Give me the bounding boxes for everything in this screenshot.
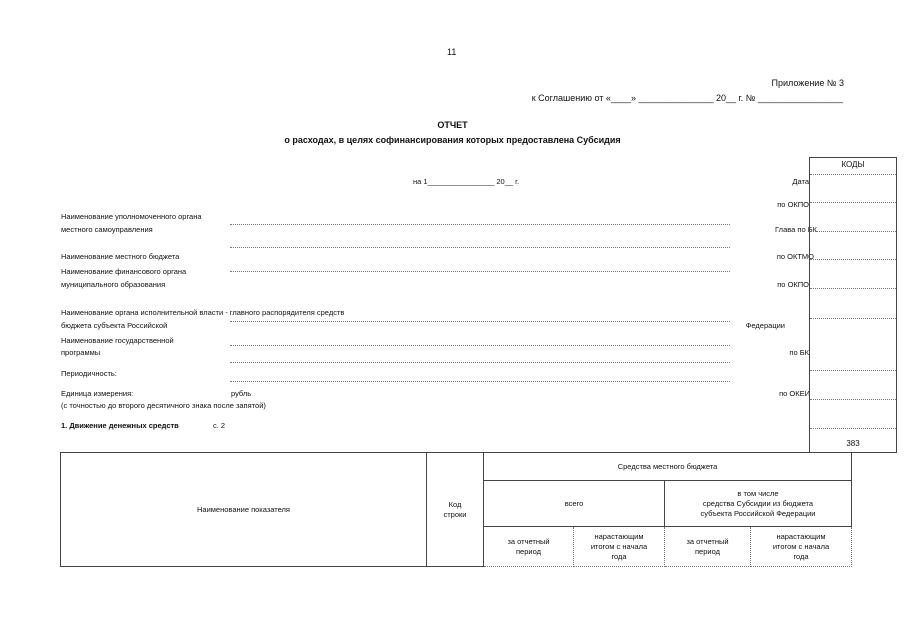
header-subsidy-period: за отчетный период — [665, 527, 751, 567]
cash-flow-table — [60, 452, 852, 567]
auth-org-label-2: местного самоуправления — [61, 225, 153, 234]
periodicity-label: Периодичность: — [61, 369, 117, 378]
program-field — [230, 345, 730, 346]
code-cell-po-bk — [810, 370, 896, 371]
code-cell-okpo-2 — [810, 288, 896, 289]
header-row-code: Код строки — [427, 453, 484, 567]
fin-org-label-2: муниципального образования — [61, 280, 166, 289]
exec-org-field — [230, 321, 730, 322]
unit-note: (с точностью до второго десятичного знака после запятой) — [61, 401, 266, 410]
program-label-2: программы — [61, 348, 101, 357]
section-page-ref: с. 2 — [213, 421, 226, 430]
section-title: 1. Движение денежных средств — [61, 421, 179, 430]
appendix-title: Приложение № 3 — [771, 78, 844, 88]
fin-org-label-1: Наименование финансового органа — [61, 267, 187, 276]
fin-org-field — [230, 271, 730, 272]
header-total: всего — [484, 481, 665, 527]
header-local-budget: Средства местного бюджета — [484, 453, 852, 481]
unit-value: рубль — [231, 389, 252, 398]
glava-bk-label: Глава по БК — [775, 225, 817, 234]
code-cell-oktmo — [810, 259, 896, 260]
okpo-label-1: по ОКПО — [777, 200, 809, 209]
code-cell-federation — [810, 318, 896, 319]
periodicity-field — [230, 381, 730, 382]
unit-label: Единица измерения: — [61, 389, 134, 398]
program-field-2 — [230, 362, 730, 363]
exec-org-label-1: Наименование органа исполнительной власти - главного распорядителя средств — [61, 308, 345, 317]
header-total-period: за отчетный период — [484, 527, 574, 567]
okpo-label-2: по ОКПО — [777, 280, 809, 289]
header-total-cumulative: нарастающим итогом с начала года — [574, 527, 665, 567]
exec-org-label-2: бюджета субъекта Российской — [61, 321, 168, 330]
po-bk-label: по БК — [789, 348, 809, 357]
federation-label: Федерации — [745, 321, 785, 330]
report-title: ОТЧЕТ — [437, 120, 468, 130]
code-cell-okei — [810, 399, 896, 400]
date-label: Дата — [792, 177, 809, 186]
local-budget-label: Наименование местного бюджета — [61, 252, 180, 261]
report-date-line: на 1________________ 20__ г. — [413, 177, 520, 186]
code-cell-extra — [810, 428, 896, 429]
code-cell-date — [810, 174, 896, 175]
codes-header: КОДЫ — [841, 160, 865, 169]
auth-org-field — [230, 224, 730, 225]
header-including: в том числе средства Субсидии из бюджета субъекта Российской Федерации — [665, 481, 852, 527]
codes-column — [809, 157, 897, 453]
report-subtitle: о расходах, в целях софинансирования которых предоставлена Субсидия — [284, 135, 621, 145]
auth-org-field-2 — [230, 247, 730, 248]
code-cell-okpo — [810, 202, 896, 203]
okei-label: по ОКЕИ — [779, 389, 810, 398]
okei-code-value: 383 — [846, 439, 860, 448]
header-indicator: Наименование показателя — [61, 453, 427, 567]
oktmo-label: по ОКТМО — [776, 252, 814, 261]
program-label-1: Наименование государственной — [61, 336, 174, 345]
auth-org-label-1: Наименование уполномоченного органа — [61, 212, 202, 221]
agreement-line: к Соглашению от «____» _______________ 20__ г. № _________________ — [531, 93, 843, 103]
header-subsidy-cumulative: нарастающим итогом с начала года — [751, 527, 852, 567]
code-cell-glava-bk — [810, 231, 896, 232]
page-number: 11 — [447, 47, 457, 57]
